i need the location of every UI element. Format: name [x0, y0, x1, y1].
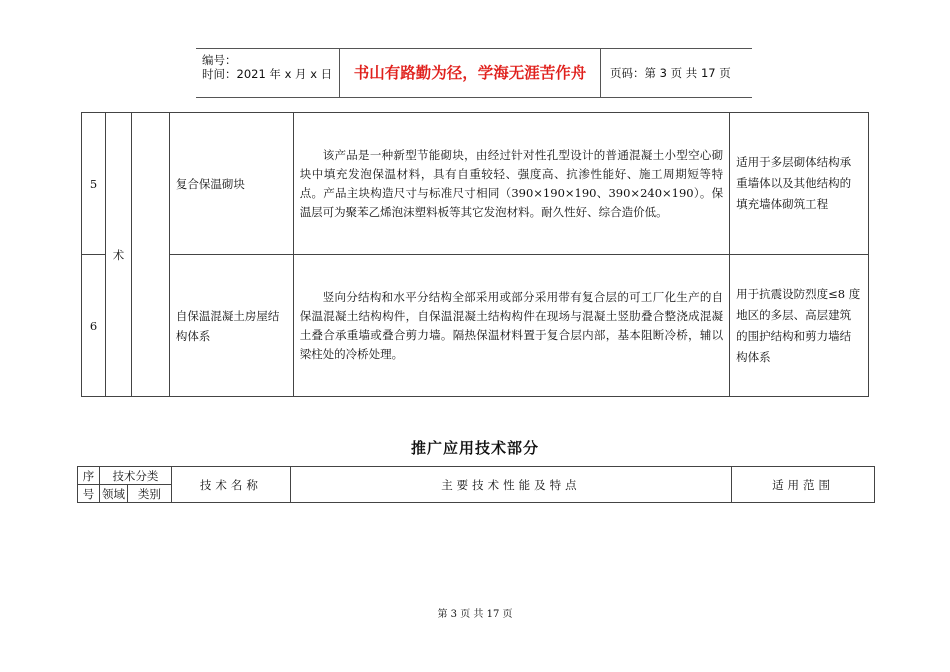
scope-header: 适用范围 — [732, 467, 875, 503]
tech-features: 该产品是一种新型节能砌块，由经过针对性孔型设计的普通混凝土小型空心砌块中填充发泡保温材料，具有自重较轻、强度高、抗渗性能好、施工周期短等特点。产品主块构造尺寸与标准尺寸相同（390×190×190、390×240×190）。保温层可为聚苯乙烯泡沫塑料板等其它发泡材料。耐久性好、综合造价低。 — [293, 113, 729, 255]
header-page-info: 页码：第 3 页 共 17 页 — [610, 66, 731, 80]
tech-name: 自保温混凝土房屋结构体系 — [169, 255, 293, 397]
domain-cell: 术 — [105, 113, 131, 397]
section-title: 推广应用技术部分 — [410, 439, 539, 457]
row-number: 5 — [82, 113, 106, 255]
tech-table-header — [77, 466, 875, 503]
page-header — [196, 48, 752, 98]
page-footer: 第 3 页 共 17 页 — [437, 609, 513, 620]
domain-header: 领域 — [99, 485, 127, 503]
number-label: 编号： — [202, 53, 237, 67]
table-row — [82, 255, 869, 397]
header-row-top — [78, 467, 875, 485]
tech-name: 复合保温砌块 — [169, 113, 293, 255]
table-row — [82, 113, 869, 255]
tech-scope: 适用于多层砌体结构承重墙体以及其他结构的填充墙体砌筑工程 — [730, 113, 869, 255]
tech-scope: 用于抗震设防烈度≤8 度地区的多层、高层建筑的围护结构和剪力墙结构体系 — [730, 255, 869, 397]
category-header: 技术分类 — [99, 467, 171, 485]
header-meta — [196, 49, 339, 97]
row-number: 6 — [82, 255, 106, 397]
features-header: 主要技术性能及特点 — [290, 467, 731, 503]
header-motto: 书山有路勤为径，学海无涯苦作舟 — [339, 49, 601, 97]
tech-name-header: 技术名称 — [171, 467, 290, 503]
class-header: 类别 — [127, 485, 171, 503]
continued-tech-table — [81, 112, 869, 397]
tech-features: 竖向分结构和水平分结构全部采用或部分采用带有复合层的可工厂化生产的自保温混凝土结构构件，自保温混凝土结构构件在现场与混凝土竖肋叠合整浇成混凝土叠合承重墙或叠合剪力墙。隔热保温材料置于复合层内部，基本阻断冷桥，辅以梁柱处的冷桥处理。 — [293, 255, 729, 397]
seq-header-top: 序 — [78, 467, 100, 485]
seq-header-bottom: 号 — [78, 485, 100, 503]
class-cell — [131, 113, 169, 397]
date-line: 时间：2021 年 x 月 x 日 — [202, 67, 333, 81]
